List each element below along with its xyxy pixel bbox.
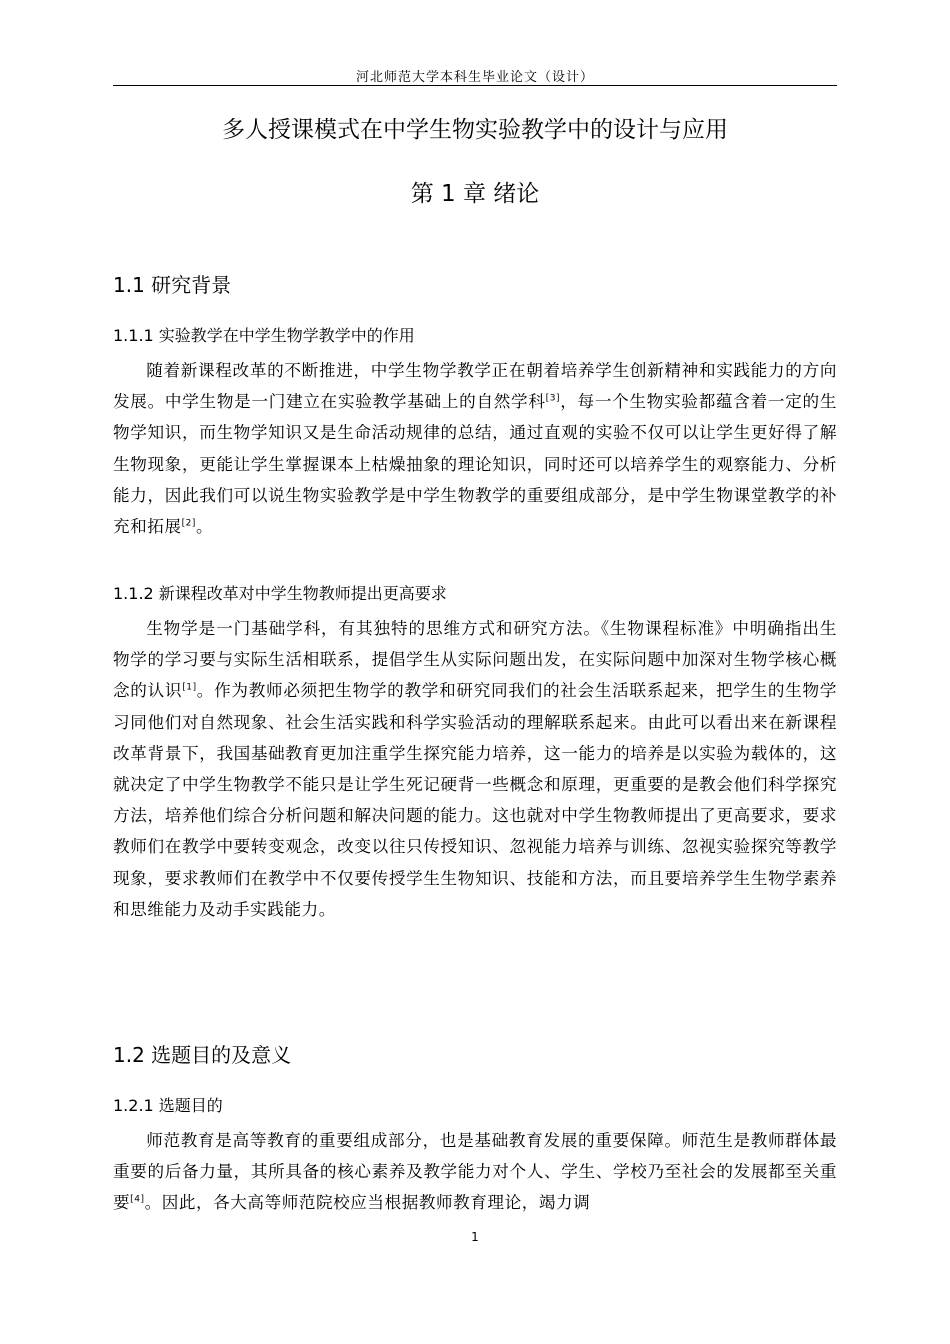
paragraph-2 xyxy=(113,613,837,925)
running-header: 河北师范大学本科生毕业论文（设计） xyxy=(355,70,594,85)
paragraph-1-text-a: 随着新课程改革的不断推进，中学生物学教学正在朝着培养学生创新精神和实践能力的方向发展。中学生物是一门建立在实验教学基础上的自然学科 xyxy=(113,361,837,412)
paragraph-3-text-b: 。因此，各大高等师范院校应当根据教师教育理论，竭力调 xyxy=(144,1193,591,1213)
paragraph-1-text-c: 。 xyxy=(195,517,214,537)
paragraph-1 xyxy=(113,355,837,542)
thesis-title: 多人授课模式在中学生物实验教学中的设计与应用 xyxy=(222,117,728,143)
subsection-heading-1-1-1: 1.1.1 实验教学在中学生物学教学中的作用 xyxy=(113,326,415,345)
section-heading-1-2: 1.2 选题目的及意义 xyxy=(113,1043,292,1067)
citation-4: [4] xyxy=(130,1194,145,1205)
citation-3: [3] xyxy=(545,393,561,404)
paragraph-2-text-b: 。作为教师必须把生物学的教学和研究同我们的社会生活联系起来，把学生的生物学习同他们对自然现象、社会生活实践和科学实验活动的理解联系起来。由此可以看出来在新课程改革背景下，我国基础教育更加注重学生探究能力培养，这一能力的培养是以实验为载体的，这就决定了中学生物教学不能只是让学生死记硬背一些概念和原理，更重要的是教会他们科学探究方法，培养他们综合分析问题和解决问题的能力。这也就对中学生物教师提出了更高要求，要求教师们在教学中要转变观念，改变以往只传授知识、忽视能力培养与训练、忽视实验探究等教学现象，要求教师们在教学中不仅要传授学生生物知识、技能和方法，而且要培养学生生物学素养和思维能力及动手实践能力。 xyxy=(113,681,837,919)
chapter-heading: 第 1 章 绪论 xyxy=(410,181,540,207)
subsection-heading-1-2-1: 1.2.1 选题目的 xyxy=(113,1096,223,1115)
citation-2: [2] xyxy=(181,518,196,529)
citation-1: [1] xyxy=(182,682,197,693)
subsection-heading-1-1-2: 1.1.2 新课程改革对中学生物教师提出更高要求 xyxy=(113,584,447,603)
header-rule xyxy=(113,85,837,86)
page-number: 1 xyxy=(471,1230,479,1244)
paragraph-3-text-a: 师范教育是高等教育的重要组成部分，也是基础教育发展的重要保障。师范生是教师群体最重要的后备力量，其所具备的核心素养及教学能力对个人、学生、学校乃至社会的发展都至关重要 xyxy=(113,1131,837,1213)
paragraph-3 xyxy=(113,1125,837,1219)
section-heading-1-1: 1.1 研究背景 xyxy=(113,273,232,297)
paragraph-1-text-b: ，每一个生物实验都蕴含着一定的生物学知识，而生物学知识又是生命活动规律的总结，通过直观的实验不仅可以让学生更好得了解生物现象，更能让学生掌握课本上枯燥抽象的理论知识，同时还可以培养学生的观察能力、分析能力，因此我们可以说生物实验教学是中学生物教学的重要组成部分，是中学生物课堂教学的补充和拓展 xyxy=(113,392,837,537)
paragraph-2-text-a: 生物学是一门基础学科，有其独特的思维方式和研究方法。《生物课程标准》中明确指出生物学的学习要与实际生活相联系，提倡学生从实际问题出发，在实际问题中加深对生物学核心概念的认识 xyxy=(113,619,837,701)
